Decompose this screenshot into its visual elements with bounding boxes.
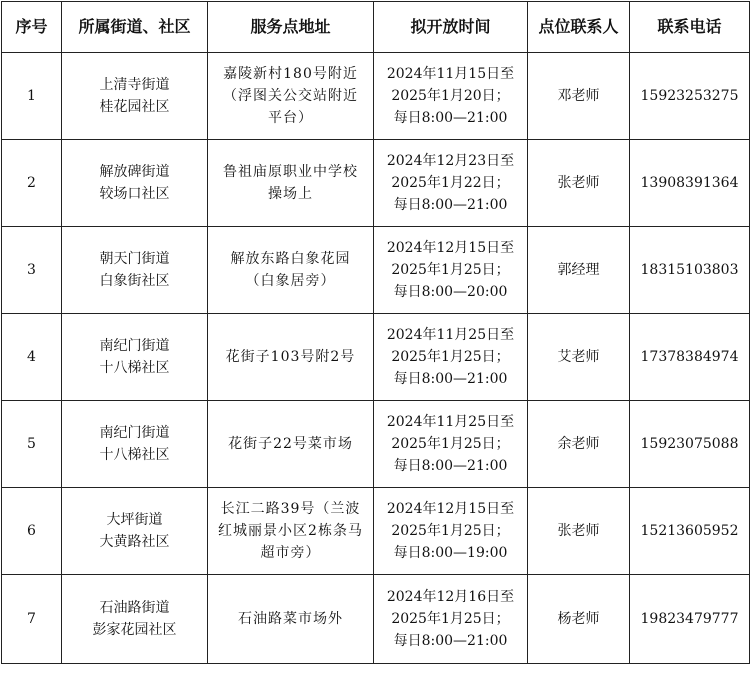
open-time-cell bbox=[374, 314, 528, 401]
table-row bbox=[2, 53, 750, 140]
time-line: 每日8:00—21:00 bbox=[393, 197, 508, 213]
time-line: 2024年11月25日至 bbox=[386, 327, 515, 343]
time-line: 2024年12月23日至 bbox=[386, 153, 515, 169]
row-index-cell: 7 bbox=[2, 575, 62, 664]
address-line: 石油路菜市场外 bbox=[238, 611, 343, 627]
table-row bbox=[2, 575, 750, 664]
address-cell bbox=[208, 227, 374, 314]
phone-cell: 15923075088 bbox=[630, 401, 750, 488]
service-points-table bbox=[1, 1, 750, 664]
time-line: 2025年1月25日； bbox=[391, 523, 510, 539]
address-cell bbox=[208, 314, 374, 401]
header-index: 序号 bbox=[2, 2, 62, 53]
table-row bbox=[2, 140, 750, 227]
phone-cell: 15213605952 bbox=[630, 488, 750, 575]
time-line: 每日8:00—21:00 bbox=[393, 633, 508, 649]
open-time-cell bbox=[374, 53, 528, 140]
street-name: 大坪街道 bbox=[106, 512, 163, 528]
header-time: 拟开放时间 bbox=[374, 2, 528, 53]
street-community-cell bbox=[62, 140, 208, 227]
address-line: 解放东路白象花园 bbox=[230, 251, 351, 267]
address-line: 鲁祖庙原职业中学校 bbox=[223, 164, 358, 180]
address-line: 红城丽景小区2栋条马 bbox=[218, 523, 363, 539]
time-line: 2025年1月20日； bbox=[391, 88, 510, 104]
table-row bbox=[2, 401, 750, 488]
time-line: 每日8:00—21:00 bbox=[393, 371, 508, 387]
address-line: （白象居旁） bbox=[245, 273, 336, 289]
street-name: 石油路街道 bbox=[99, 600, 170, 616]
header-row bbox=[2, 2, 750, 53]
community-name: 彭家花园社区 bbox=[92, 622, 177, 638]
community-name: 白象街社区 bbox=[99, 273, 170, 289]
address-line: 长江二路39号（兰波 bbox=[220, 501, 361, 517]
open-time-cell bbox=[374, 488, 528, 575]
address-line: 花街子22号菜市场 bbox=[228, 436, 353, 452]
phone-cell: 13908391364 bbox=[630, 140, 750, 227]
time-line: 每日8:00—20:00 bbox=[393, 284, 508, 300]
community-name: 较场口社区 bbox=[99, 186, 170, 202]
row-index-cell: 3 bbox=[2, 227, 62, 314]
address-line: 操场上 bbox=[268, 186, 313, 202]
phone-cell: 19823479777 bbox=[630, 575, 750, 664]
time-line: 每日8:00—21:00 bbox=[393, 458, 508, 474]
table-row bbox=[2, 314, 750, 401]
street-name: 南纪门街道 bbox=[99, 425, 170, 441]
address-cell bbox=[208, 575, 374, 664]
header-contact: 点位联系人 bbox=[528, 2, 630, 53]
address-line: 花街子103号附2号 bbox=[225, 349, 356, 365]
address-line: 嘉陵新村180号附近 bbox=[223, 66, 358, 82]
row-index-cell: 4 bbox=[2, 314, 62, 401]
phone-cell: 18315103803 bbox=[630, 227, 750, 314]
street-community-cell bbox=[62, 314, 208, 401]
community-name: 十八梯社区 bbox=[99, 447, 170, 463]
table-body bbox=[2, 53, 750, 664]
contact-cell: 艾老师 bbox=[528, 314, 630, 401]
street-community-cell bbox=[62, 488, 208, 575]
time-line: 2025年1月22日； bbox=[391, 175, 510, 191]
header-street: 所属街道、社区 bbox=[62, 2, 208, 53]
time-line: 2025年1月25日； bbox=[391, 262, 510, 278]
row-index-cell: 2 bbox=[2, 140, 62, 227]
address-line: 平台） bbox=[268, 110, 313, 126]
street-name: 南纪门街道 bbox=[99, 338, 170, 354]
address-line: （浮图关公交站附近 bbox=[223, 88, 358, 104]
phone-cell: 15923253275 bbox=[630, 53, 750, 140]
street-community-cell bbox=[62, 401, 208, 488]
street-community-cell bbox=[62, 227, 208, 314]
time-line: 2024年11月25日至 bbox=[386, 414, 515, 430]
open-time-cell bbox=[374, 575, 528, 664]
open-time-cell bbox=[374, 227, 528, 314]
time-line: 每日8:00—19:00 bbox=[393, 545, 508, 561]
address-line: 超市旁） bbox=[260, 545, 321, 561]
open-time-cell bbox=[374, 140, 528, 227]
time-line: 每日8:00—21:00 bbox=[393, 110, 508, 126]
street-name: 上清寺街道 bbox=[99, 77, 170, 93]
street-community-cell bbox=[62, 53, 208, 140]
row-index-cell: 1 bbox=[2, 53, 62, 140]
row-index-cell: 5 bbox=[2, 401, 62, 488]
phone-cell: 17378384974 bbox=[630, 314, 750, 401]
open-time-cell bbox=[374, 401, 528, 488]
contact-cell: 郭经理 bbox=[528, 227, 630, 314]
address-cell bbox=[208, 53, 374, 140]
contact-cell: 张老师 bbox=[528, 140, 630, 227]
header-phone: 联系电话 bbox=[630, 2, 750, 53]
address-cell bbox=[208, 488, 374, 575]
community-name: 十八梯社区 bbox=[99, 360, 170, 376]
contact-cell: 余老师 bbox=[528, 401, 630, 488]
community-name: 桂花园社区 bbox=[99, 99, 170, 115]
table-row bbox=[2, 488, 750, 575]
row-index-cell: 6 bbox=[2, 488, 62, 575]
time-line: 2024年12月16日至 bbox=[386, 589, 515, 605]
time-line: 2025年1月25日； bbox=[391, 611, 510, 627]
header-address: 服务点地址 bbox=[208, 2, 374, 53]
table-row bbox=[2, 227, 750, 314]
address-cell bbox=[208, 140, 374, 227]
street-community-cell bbox=[62, 575, 208, 664]
time-line: 2024年12月15日至 bbox=[386, 501, 515, 517]
street-name: 朝天门街道 bbox=[99, 251, 170, 267]
street-name: 解放碑街道 bbox=[99, 164, 170, 180]
time-line: 2025年1月25日； bbox=[391, 436, 510, 452]
contact-cell: 张老师 bbox=[528, 488, 630, 575]
time-line: 2024年12月15日至 bbox=[386, 240, 515, 256]
time-line: 2024年11月15日至 bbox=[386, 66, 515, 82]
contact-cell: 杨老师 bbox=[528, 575, 630, 664]
time-line: 2025年1月25日； bbox=[391, 349, 510, 365]
contact-cell: 邓老师 bbox=[528, 53, 630, 140]
community-name: 大黄路社区 bbox=[99, 534, 170, 550]
address-cell bbox=[208, 401, 374, 488]
